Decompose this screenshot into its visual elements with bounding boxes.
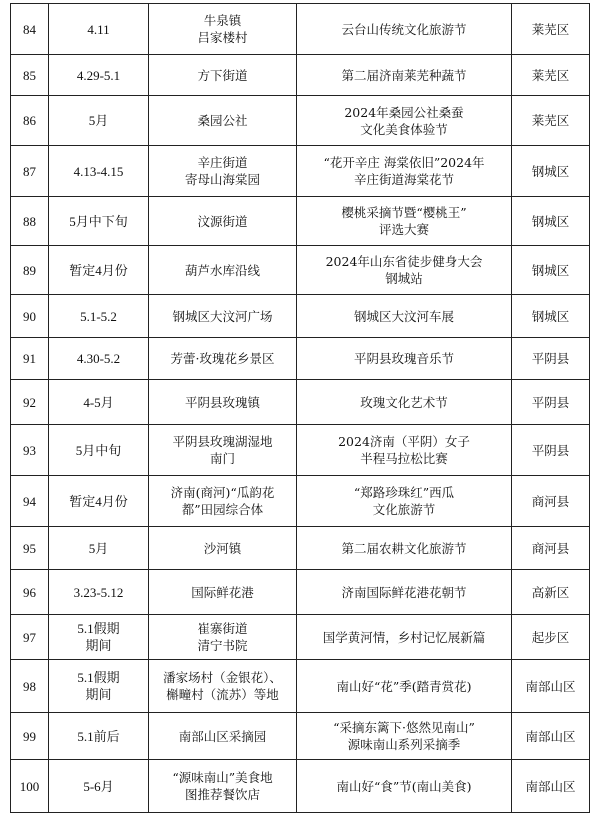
- event-name-line: 2024济南（平阴）女子: [338, 434, 470, 449]
- event-location-line: 辛庄街道: [197, 155, 248, 170]
- event-name-line: 钢城区大汶河车展: [353, 308, 454, 324]
- event-name-line: 评选大赛: [378, 222, 429, 237]
- event-name-line: 钢城站: [385, 271, 423, 286]
- event-name-cell: [297, 197, 512, 246]
- event-date-line: 5-6月: [83, 778, 114, 794]
- event-district: 南部山区: [525, 728, 576, 744]
- row-number: 88: [23, 213, 36, 229]
- table-row: [11, 527, 590, 570]
- event-date-cell: [49, 615, 149, 660]
- row-number: 84: [23, 21, 36, 37]
- row-number-cell: [11, 338, 49, 380]
- event-location-line: 南门: [209, 451, 235, 466]
- event-name-cell: [297, 338, 512, 380]
- event-date-cell: [49, 570, 149, 615]
- event-district: 南部山区: [525, 778, 576, 794]
- event-date-line: 5月中下旬: [69, 213, 128, 229]
- event-district-cell: [512, 713, 590, 760]
- event-location-line: 桑园公社: [197, 113, 248, 128]
- row-number-cell: [11, 527, 49, 570]
- event-location-cell: [149, 197, 297, 246]
- row-number: 97: [23, 629, 36, 645]
- event-name-line: 第二届农耕文化旅游节: [341, 540, 467, 556]
- event-location-line: 国际鲜花港: [191, 584, 254, 600]
- event-district-cell: [512, 425, 590, 476]
- row-number-cell: [11, 713, 49, 760]
- document-page: [10, 3, 589, 813]
- event-district: 起步区: [531, 629, 570, 645]
- event-district-cell: [512, 660, 590, 713]
- table-row: [11, 380, 590, 425]
- event-date-cell: [49, 96, 149, 146]
- event-name-cell: [297, 660, 512, 713]
- table-row: [11, 295, 590, 338]
- event-location-line: 潘家场村（金银花）、: [163, 670, 282, 685]
- row-number: 85: [23, 67, 36, 83]
- event-location-line: 清宁书院: [197, 638, 248, 653]
- event-location-line: 牛泉镇: [203, 13, 242, 28]
- event-location-cell: [149, 380, 297, 425]
- event-name-cell: [297, 380, 512, 425]
- event-date-cell: [49, 246, 149, 295]
- table-row: [11, 713, 590, 760]
- event-name-line: 南山好“食”节(南山美食): [336, 778, 472, 794]
- table-row: [11, 615, 590, 660]
- event-location-line: 吕家楼村: [197, 30, 248, 45]
- event-location-line: 崔寨街道: [197, 621, 248, 636]
- event-location-cell: [149, 96, 297, 146]
- event-location-cell: [149, 425, 297, 476]
- row-number: 99: [23, 728, 36, 744]
- event-name-line: 国学黄河情，乡村记忆展新篇: [322, 629, 486, 645]
- event-location-line: 葫芦水库沿线: [184, 262, 260, 278]
- row-number-cell: [11, 660, 49, 713]
- event-name-line: 第二届济南莱芜种蔬节: [341, 67, 467, 83]
- event-date-line: 3.23-5.12: [73, 584, 124, 600]
- event-date-cell: [49, 660, 149, 713]
- event-date-cell: [49, 55, 149, 96]
- row-number: 93: [23, 442, 36, 458]
- event-district: 南部山区: [525, 678, 576, 694]
- event-date-line: 5.1假期: [77, 621, 120, 636]
- event-date-cell: [49, 295, 149, 338]
- event-location-line: 钢城区大汶河广场: [172, 308, 273, 324]
- event-location-line: 槲疃村（流苏）等地: [166, 687, 279, 702]
- row-number-cell: [11, 246, 49, 295]
- table-row: [11, 246, 590, 295]
- event-district: 平阴县: [531, 351, 570, 366]
- event-district-cell: [512, 55, 590, 96]
- event-date-line: 4.11: [87, 21, 110, 37]
- event-district-cell: [512, 4, 590, 55]
- table-row: [11, 338, 590, 380]
- event-location-cell: [149, 295, 297, 338]
- event-district: 莱芜区: [531, 113, 570, 128]
- row-number-cell: [11, 425, 49, 476]
- table-row: [11, 197, 590, 246]
- row-number: 100: [19, 778, 40, 794]
- event-date-line: 4.13-4.15: [73, 163, 124, 179]
- event-district-cell: [512, 197, 590, 246]
- event-date-line: 5月: [88, 113, 109, 128]
- event-district: 平阴县: [531, 442, 570, 458]
- row-number: 86: [23, 113, 36, 128]
- event-name-line: 南山好“花”季(踏青赏花): [336, 678, 472, 694]
- event-name-line: 樱桃采摘节暨“樱桃王”: [341, 205, 467, 220]
- event-name-line: 2024年桑园公社桑蚕: [344, 104, 464, 120]
- event-district: 钢城区: [531, 262, 570, 278]
- event-location-cell: [149, 760, 297, 813]
- event-date-cell: [49, 380, 149, 425]
- event-district-cell: [512, 527, 590, 570]
- event-district-cell: [512, 96, 590, 146]
- event-date-line: 期间: [85, 687, 112, 702]
- row-number-cell: [11, 295, 49, 338]
- event-name-cell: [297, 760, 512, 813]
- event-name-line: 半程马拉松比赛: [360, 451, 448, 466]
- event-name-line: “郑路珍珠红”西瓜: [353, 485, 455, 500]
- event-district-cell: [512, 380, 590, 425]
- event-name-cell: [297, 55, 512, 96]
- event-name-cell: [297, 246, 512, 295]
- row-number: 91: [23, 351, 36, 366]
- row-number-cell: [11, 197, 49, 246]
- event-date-cell: [49, 338, 149, 380]
- event-date-cell: [49, 146, 149, 197]
- event-district-cell: [512, 760, 590, 813]
- event-district-cell: [512, 246, 590, 295]
- event-location-cell: [149, 713, 297, 760]
- event-location-line: 都”田园综合体: [181, 502, 264, 517]
- event-name-line: “采摘东篱下·悠然见南山”: [333, 720, 475, 735]
- event-name-line: 济南国际鲜花港花朝节: [341, 584, 467, 600]
- event-district-cell: [512, 570, 590, 615]
- event-date-line: 4.29-5.1: [76, 67, 121, 83]
- event-district: 钢城区: [531, 213, 570, 229]
- event-district: 钢城区: [531, 308, 570, 324]
- event-district: 钢城区: [531, 163, 570, 179]
- event-location-line: 平阴县玫瑰镇: [184, 394, 260, 410]
- row-number-cell: [11, 4, 49, 55]
- event-name-cell: [297, 570, 512, 615]
- event-district: 商河县: [531, 540, 570, 556]
- event-district: 平阴县: [531, 394, 570, 410]
- event-location-cell: [149, 246, 297, 295]
- event-name-cell: [297, 615, 512, 660]
- event-location-line: 寄母山海棠园: [184, 172, 260, 187]
- event-date-cell: [49, 197, 149, 246]
- event-date-cell: [49, 425, 149, 476]
- event-location-line: 济南(商河)“瓜韵花: [170, 485, 275, 500]
- event-date-line: 5月中旬: [75, 442, 122, 458]
- event-date-cell: [49, 527, 149, 570]
- event-name-cell: [297, 295, 512, 338]
- event-location-line: “源味南山”美食地: [172, 770, 273, 785]
- row-number: 92: [23, 394, 36, 410]
- event-name-cell: [297, 713, 512, 760]
- event-name-cell: [297, 146, 512, 197]
- event-location-cell: [149, 476, 297, 527]
- event-date-cell: [49, 713, 149, 760]
- event-location-line: 平阴县玫瑰湖湿地: [172, 434, 273, 449]
- event-date-line: 5.1-5.2: [80, 308, 117, 324]
- event-name-line: 文化美食体验节: [360, 121, 448, 137]
- event-location-cell: [149, 615, 297, 660]
- event-date-line: 5.1前后: [77, 728, 120, 744]
- event-location-cell: [149, 527, 297, 570]
- event-district-cell: [512, 146, 590, 197]
- event-date-cell: [49, 4, 149, 55]
- event-name-line: 辛庄街道海棠花节: [353, 172, 454, 187]
- event-district: 高新区: [531, 584, 570, 600]
- event-location-cell: [149, 55, 297, 96]
- table-row: [11, 55, 590, 96]
- row-number-cell: [11, 570, 49, 615]
- event-date-line: 4-5月: [83, 394, 114, 410]
- row-number: 95: [23, 540, 36, 556]
- event-location-cell: [149, 660, 297, 713]
- event-name-cell: [297, 425, 512, 476]
- event-date-line: 5.1假期: [77, 670, 120, 685]
- event-district: 莱芜区: [531, 21, 570, 37]
- event-district-cell: [512, 295, 590, 338]
- event-district-cell: [512, 338, 590, 380]
- row-number: 98: [23, 678, 36, 694]
- event-date-line: 暂定4月份: [69, 262, 128, 278]
- event-district: 莱芜区: [531, 67, 570, 83]
- event-name-line: 平阴县玫瑰音乐节: [353, 351, 454, 366]
- event-location-cell: [149, 146, 297, 197]
- row-number: 96: [23, 584, 36, 600]
- event-location-cell: [149, 570, 297, 615]
- event-date-line: 期间: [85, 638, 112, 653]
- event-location-line: 图推荐餐饮店: [184, 787, 260, 802]
- row-number: 94: [23, 493, 36, 509]
- event-location-line: 沙河镇: [203, 540, 242, 556]
- event-name-line: 玫瑰文化艺术节: [360, 394, 448, 410]
- table-row: [11, 660, 590, 713]
- table-row: [11, 760, 590, 813]
- row-number-cell: [11, 380, 49, 425]
- event-name-line: 2024年山东省徒步健身大会: [325, 254, 483, 269]
- event-location-cell: [149, 4, 297, 55]
- event-name-cell: [297, 96, 512, 146]
- table-row: [11, 570, 590, 615]
- event-date-line: 5月: [88, 540, 109, 556]
- row-number-cell: [11, 96, 49, 146]
- event-name-cell: [297, 527, 512, 570]
- row-number: 89: [23, 262, 36, 278]
- row-number-cell: [11, 615, 49, 660]
- row-number-cell: [11, 476, 49, 527]
- events-table: [10, 3, 590, 813]
- table-row: [11, 96, 590, 146]
- event-date-line: 暂定4月份: [69, 493, 128, 509]
- row-number: 87: [23, 163, 36, 179]
- event-name-cell: [297, 4, 512, 55]
- event-name-cell: [297, 476, 512, 527]
- table-row: [11, 4, 590, 55]
- event-date-cell: [49, 760, 149, 813]
- event-location-line: 芳蕾·玫瑰花乡景区: [170, 351, 275, 366]
- event-name-line: 文化旅游节: [372, 502, 436, 517]
- event-location-line: 汶源街道: [197, 213, 248, 229]
- event-location-line: 方下街道: [197, 67, 248, 83]
- event-district: 商河县: [531, 493, 570, 509]
- row-number-cell: [11, 55, 49, 96]
- event-district-cell: [512, 615, 590, 660]
- table-row: [11, 476, 590, 527]
- row-number-cell: [11, 760, 49, 813]
- event-name-line: 云台山传统文化旅游节: [341, 21, 467, 37]
- event-date-cell: [49, 476, 149, 527]
- event-name-line: 源味南山系列采摘季: [347, 737, 461, 752]
- events-table-body: [11, 4, 590, 813]
- event-location-line: 南部山区采摘园: [178, 728, 267, 744]
- event-district-cell: [512, 476, 590, 527]
- event-date-line: 4.30-5.2: [76, 351, 121, 366]
- table-row: [11, 146, 590, 197]
- event-location-cell: [149, 338, 297, 380]
- event-name-line: “花开辛庄 海棠依旧”2024年: [323, 155, 485, 170]
- table-row: [11, 425, 590, 476]
- row-number: 90: [23, 308, 36, 324]
- row-number-cell: [11, 146, 49, 197]
